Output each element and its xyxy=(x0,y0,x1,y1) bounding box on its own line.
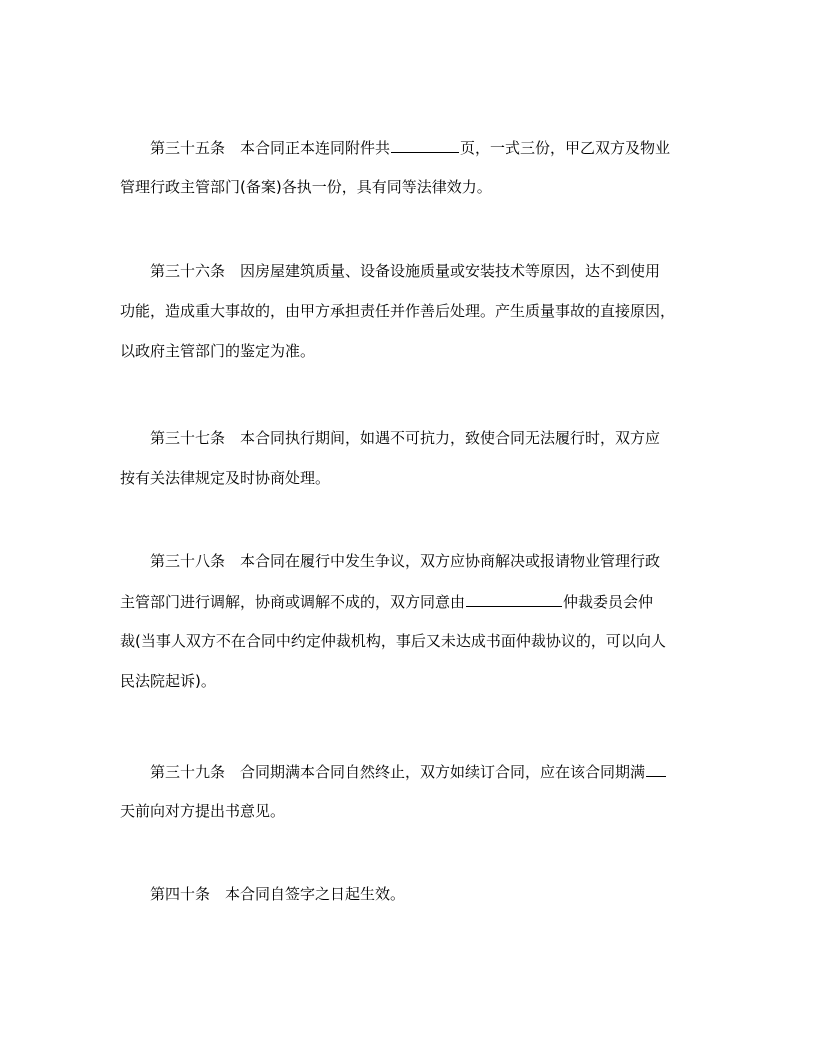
article-38-line-2: 主管部门进行调解，协商或调解不成的，双方同意由 仲裁委员会仲 xyxy=(120,588,700,615)
article-39 xyxy=(120,758,700,825)
article-37-line-1: 第三十七条 本合同执行期间，如遇不可抗力，致使合同无法履行时，双方应 xyxy=(150,429,661,447)
article-number: 第三十六条 xyxy=(150,262,226,280)
article-number: 第三十五条 xyxy=(150,139,226,157)
article-36-line-2: 功能，造成重大事故的，由甲方承担责任并作善后处理。产生质量事故的直接原因， xyxy=(120,302,676,320)
article-40 xyxy=(120,881,700,908)
article-36-line-3: 以政府主管部门的鉴定为准。 xyxy=(120,342,316,360)
article-38-line-4: 民法院起诉)。 xyxy=(120,672,216,690)
article-38 xyxy=(120,548,700,695)
article-36 xyxy=(120,258,700,365)
days-blank xyxy=(646,758,666,777)
article-38-line-1: 第三十八条 本合同在履行中发生争议，双方应协商解决或报请物业管理行政 xyxy=(150,552,661,570)
article-number: 第四十条 xyxy=(150,885,211,903)
article-35-line-2: 管理行政主管部门(备案)各执一份，具有同等法律效力。 xyxy=(120,178,492,196)
article-39-line-1: 第三十九条 合同期满本合同自然终止，双方如续订合同，应在该合同期满 xyxy=(120,758,700,785)
arbitration-committee-blank xyxy=(466,588,562,607)
article-35-line-1: 第三十五条 本合同正本连同附件共 页，一式三份，甲乙双方及物业 xyxy=(120,134,700,161)
article-40-line-1: 第四十条 本合同自签字之日起生效。 xyxy=(150,885,406,903)
article-39-line-2: 天前向对方提出书意见。 xyxy=(120,802,286,820)
article-number: 第三十九条 xyxy=(150,763,226,781)
article-37 xyxy=(120,425,700,492)
article-38-line-3: 裁(当事人双方不在合同中约定仲裁机构，事后又未达成书面仲裁协议的，可以向人 xyxy=(120,632,666,650)
article-number: 第三十八条 xyxy=(150,552,226,570)
article-36-line-1: 第三十六条 因房屋建筑质量、设备设施质量或安装技术等原因，达不到使用 xyxy=(150,262,661,280)
article-35 xyxy=(120,134,700,201)
article-number: 第三十七条 xyxy=(150,429,226,447)
article-37-line-2: 按有关法律规定及时协商处理。 xyxy=(120,469,331,487)
page-count-blank xyxy=(391,134,459,153)
